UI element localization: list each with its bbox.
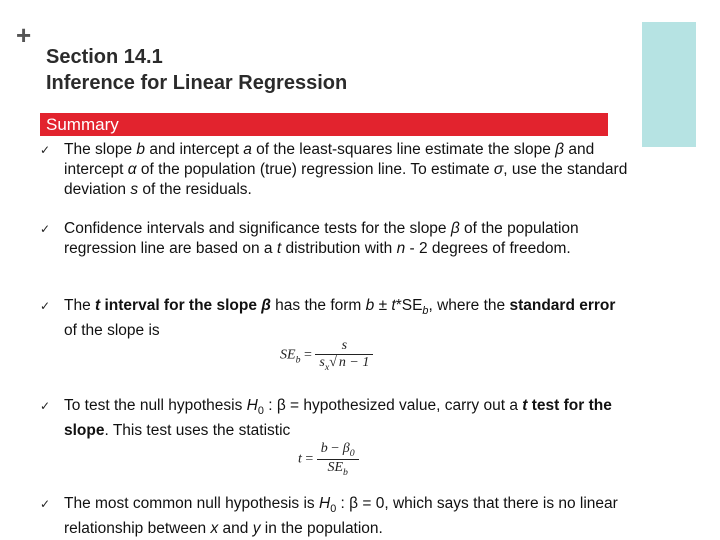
bullet-item bbox=[40, 494, 630, 539]
checkmark-icon: ✓ bbox=[40, 399, 51, 413]
checkmark-icon: ✓ bbox=[40, 143, 51, 157]
bullet-text: Confidence intervals and significance tests for the slope β of the population regression line are based on a t distribution with n - 2 degrees of freedom. bbox=[64, 220, 579, 257]
page-title bbox=[46, 44, 347, 96]
bullet-text: The most common null hypothesis is $H_0$ : β = 0, which says that there is no linear relationship between x and y in the population. bbox=[64, 495, 618, 538]
bullet-text: The slope b and intercept a of the least-squares line estimate the slope β and intercept α of the population (true) regression line. To estimate σ, use the standard deviation s of the residuals. bbox=[64, 141, 628, 198]
bullet-text: The t interval for the slope β has the form $b \pm t*SE_b$, where the standard error of the slope is bbox=[64, 297, 616, 340]
summary-header-bar bbox=[40, 113, 608, 136]
t-statistic-formula: t = $\frac{b - \beta_0}{SE_b}$ bbox=[298, 441, 359, 478]
decorative-teal-box bbox=[642, 22, 696, 147]
summary-label: Summary bbox=[46, 115, 119, 134]
bullet-item bbox=[40, 219, 630, 259]
standard-error-formula: $SE_b$ = $\frac{s}{s_x√ n - 1}$ bbox=[280, 338, 373, 373]
title-line-2: Inference for Linear Regression bbox=[46, 72, 348, 94]
bullet-text: To test the null hypothesis $H_0$ : β = hypothesized value, carry out a t test for the slope. This test uses the statistic bbox=[64, 397, 612, 440]
plus-decoration: + bbox=[16, 20, 32, 50]
checkmark-icon: ✓ bbox=[40, 497, 51, 511]
bullet-item bbox=[40, 396, 630, 441]
checkmark-icon: ✓ bbox=[40, 299, 51, 313]
checkmark-icon: ✓ bbox=[40, 222, 51, 236]
t-fraction: $\frac{b - \beta_0}{SE_b}$ bbox=[317, 441, 359, 478]
bullet-item bbox=[40, 140, 630, 200]
se-fraction: $\frac{s}{s_x√ n - 1}$ bbox=[315, 338, 373, 373]
title-line-1: Section 14.1 bbox=[46, 46, 163, 68]
bullet-item bbox=[40, 296, 630, 341]
